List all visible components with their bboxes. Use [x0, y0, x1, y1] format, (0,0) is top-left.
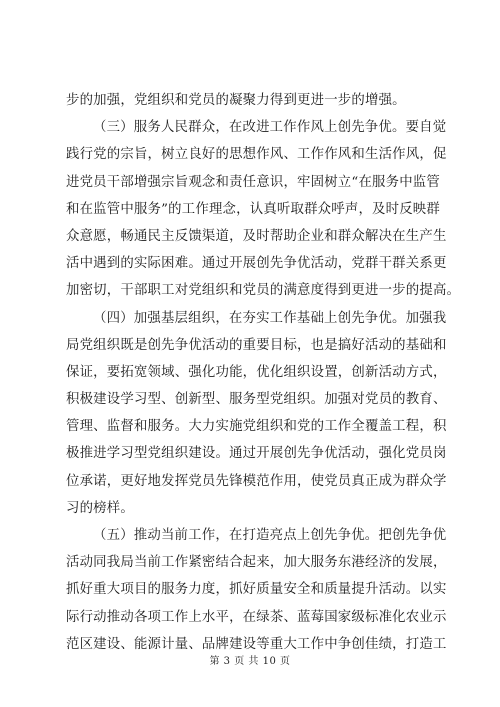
body-line: 管理、监督和服务。大力实施党组织和党的工作全覆盖工程，积	[66, 419, 447, 435]
section-heading-line: （五）推动当前工作，在打造亮点上创先争优。把创先争优	[93, 528, 447, 543]
body-line: 位承诺，更好地发挥党员先锋模范作用，使党员真正成为群众学	[66, 473, 447, 489]
page-number-footer: 第 3 页 共 10 页	[209, 656, 291, 667]
body-line: 积极建设学习型、创新型、服务型党组织。加强对党员的教育、	[66, 392, 447, 408]
document-body	[66, 87, 461, 658]
body-line: 保证，要拓宽领域、强化功能，优化组织设置，创新活动方式，	[66, 364, 447, 380]
body-line: 进党员干部增强宗旨观念和责任意识，牢固树立“在服务中监管	[66, 174, 440, 190]
section-heading-line: （三）服务人民群众，在改进工作作风上创先争优。要自觉	[93, 120, 447, 136]
body-line: 活中遇到的实际困难。通过开展创先争优活动，党群干群关系更	[66, 256, 447, 272]
body-line: 步的加强，党组织和党员的凝聚力得到更进一步的增强。	[66, 93, 406, 108]
section-heading-line: （四）加强基层组织，在夯实工作基础上创先争优。加强我	[93, 310, 447, 326]
body-line: 范区建设、能源计量、品牌建设等重大工作中争创佳绩，打造工	[66, 636, 447, 652]
body-line: 践行党的宗旨，树立良好的思想作风、工作作风和生活作风，促	[66, 147, 447, 163]
body-line: 活动同我局当前工作紧密结合起来，加大服务东港经济的发展，	[66, 555, 447, 571]
body-line: 和在监管中服务”的工作理念，认真听取群众呼声，及时反映群	[66, 201, 440, 217]
body-line: 极推进学习型党组织建设。通过开展创先争优活动，强化党员岗	[66, 446, 447, 462]
body-line: 抓好重大项目的服务力度，抓好质量安全和质量提升活动。以实	[66, 582, 447, 598]
body-line: 际行动推动各项工作上水平，在绿茶、蓝莓国家级标准化农业示	[66, 609, 447, 625]
body-line: 加密切，干部职工对党组织和党员的满意度得到更进一步的提高。	[66, 283, 461, 299]
body-line: 局党组织既是创先争优活动的重要目标，也是搞好活动的基础和	[66, 337, 447, 353]
body-line: 习的榜样。	[66, 500, 134, 516]
body-line: 众意愿，畅通民主反馈渠道，及时帮助企业和群众解决在生产生	[66, 228, 447, 244]
